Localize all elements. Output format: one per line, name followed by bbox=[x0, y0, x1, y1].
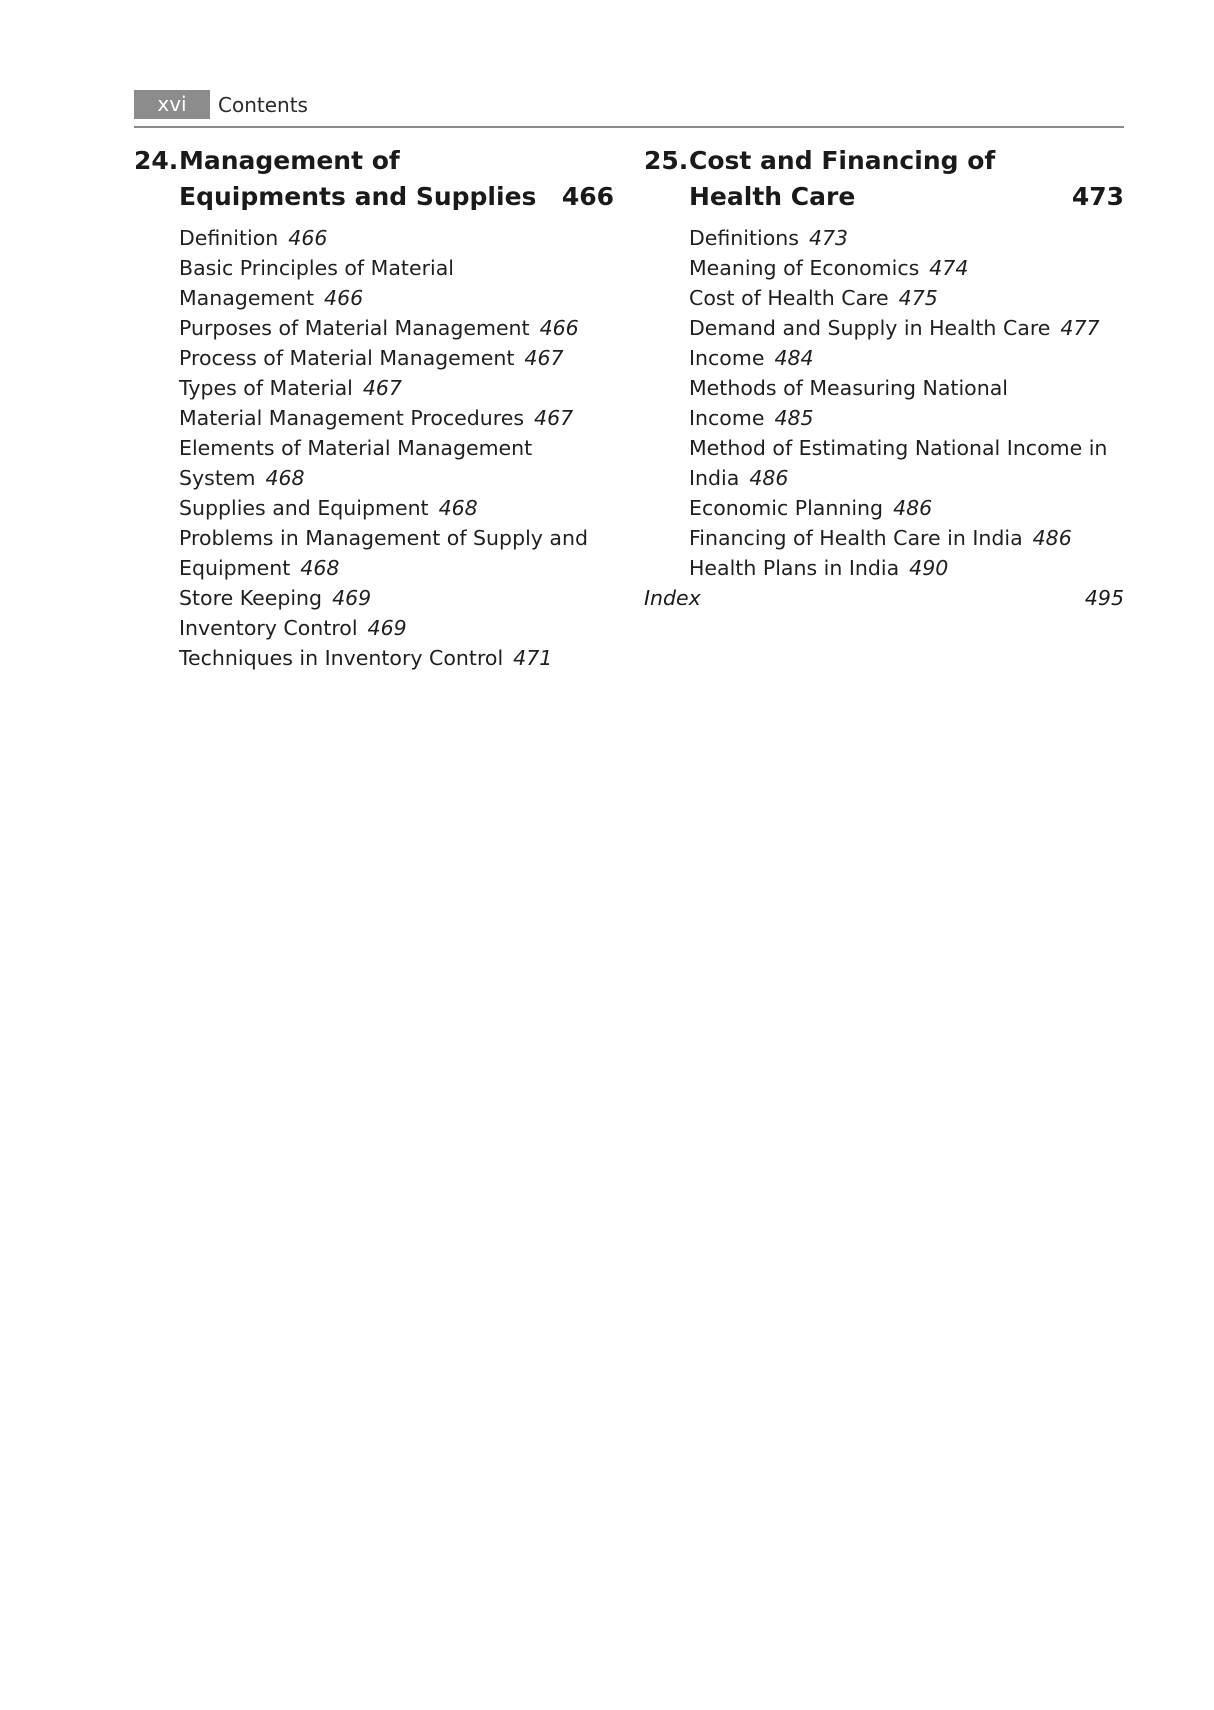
toc-entry-title: Definition bbox=[179, 226, 279, 250]
toc-entry-title: Cost of Health Care bbox=[689, 286, 889, 310]
toc-entry[interactable] bbox=[179, 493, 614, 523]
toc-entry-page: 466 bbox=[324, 286, 364, 310]
toc-entry-page: 475 bbox=[898, 286, 938, 310]
toc-entry-list bbox=[134, 223, 614, 673]
toc-entry-title: Meaning of Economics bbox=[689, 256, 920, 280]
toc-entry[interactable] bbox=[689, 223, 1124, 253]
toc-entry-title: Basic Principles of Material Management bbox=[179, 256, 454, 310]
chapter-page: 466 bbox=[561, 182, 614, 211]
toc-entry[interactable] bbox=[689, 523, 1124, 553]
chapter-number: 24. bbox=[134, 146, 179, 175]
toc-entry-page: 471 bbox=[513, 646, 553, 670]
chapter-heading[interactable] bbox=[644, 143, 1124, 215]
toc-entry[interactable] bbox=[689, 253, 1124, 283]
index-entry[interactable] bbox=[644, 583, 1124, 613]
toc-entry-page: 469 bbox=[367, 616, 407, 640]
toc-entry-title: Definitions bbox=[689, 226, 799, 250]
toc-entry-title: Types of Material bbox=[179, 376, 353, 400]
toc-column-left bbox=[134, 143, 614, 673]
toc-entry-title: Demand and Supply in Health Care bbox=[689, 316, 1051, 340]
toc-entry-title: Health Plans in India bbox=[689, 556, 900, 580]
chapter-heading[interactable] bbox=[134, 143, 614, 215]
toc-entry-title: Financing of Health Care in India bbox=[689, 526, 1023, 550]
toc-entry-title: Method of Estimating National Income in India bbox=[689, 436, 1108, 490]
toc-entry-title: Supplies and Equipment bbox=[179, 496, 429, 520]
toc-entry[interactable] bbox=[689, 283, 1124, 313]
toc-entry-page: 468 bbox=[300, 556, 340, 580]
toc-entry[interactable] bbox=[179, 643, 614, 673]
toc-entry-title: Economic Planning bbox=[689, 496, 884, 520]
toc-entry-page: 467 bbox=[534, 406, 574, 430]
chapter-number: 25. bbox=[644, 146, 689, 175]
chapter-title: Cost and Financing of Health Care bbox=[689, 146, 996, 211]
toc-entry[interactable] bbox=[179, 373, 614, 403]
toc-entry-title: Methods of Measuring National Income bbox=[689, 376, 1008, 430]
toc-entry-title: Elements of Material Management System bbox=[179, 436, 533, 490]
toc-entry-page: 467 bbox=[524, 346, 564, 370]
page-header bbox=[134, 90, 1124, 128]
running-head: Contents bbox=[218, 93, 308, 117]
toc-entry[interactable] bbox=[179, 523, 614, 583]
toc-entry[interactable] bbox=[179, 613, 614, 643]
toc-entry-page: 468 bbox=[265, 466, 305, 490]
page-number-badge: xvi bbox=[134, 90, 210, 119]
toc-entry[interactable] bbox=[179, 583, 614, 613]
toc-entry-title: Store Keeping bbox=[179, 586, 323, 610]
toc-entry-page: 468 bbox=[438, 496, 478, 520]
toc-entry[interactable] bbox=[179, 313, 614, 343]
index-page: 495 bbox=[1084, 586, 1124, 610]
toc-entry[interactable] bbox=[179, 223, 614, 253]
toc-entry-page: 484 bbox=[774, 346, 814, 370]
toc-entry[interactable] bbox=[179, 433, 614, 493]
toc-entry-page: 474 bbox=[929, 256, 969, 280]
toc-entry-page: 466 bbox=[288, 226, 328, 250]
toc-entry-page: 466 bbox=[539, 316, 579, 340]
toc-entry[interactable] bbox=[689, 343, 1124, 373]
chapter-title: Management of Equipments and Supplies bbox=[179, 146, 537, 211]
toc-entry[interactable] bbox=[689, 553, 1124, 583]
toc-entry[interactable] bbox=[689, 313, 1124, 343]
toc-entry-page: 485 bbox=[774, 406, 814, 430]
toc-entry-title: Problems in Management of Supply and Equipment bbox=[179, 526, 588, 580]
toc-entry-title: Purposes of Material Management bbox=[179, 316, 530, 340]
toc-entry-page: 490 bbox=[909, 556, 949, 580]
toc-entry-page: 486 bbox=[1032, 526, 1072, 550]
toc-entry-list bbox=[644, 223, 1124, 583]
toc-entry-page: 473 bbox=[808, 226, 849, 250]
toc-entry-page: 469 bbox=[332, 586, 372, 610]
toc-entry[interactable] bbox=[689, 373, 1124, 433]
toc-entry[interactable] bbox=[179, 253, 614, 313]
toc-entry[interactable] bbox=[689, 493, 1124, 523]
index-label: Index bbox=[644, 586, 701, 610]
toc-entry-page: 486 bbox=[893, 496, 933, 520]
toc-entry[interactable] bbox=[179, 343, 614, 373]
toc-entry[interactable] bbox=[689, 433, 1124, 493]
toc-entry-title: Process of Material Management bbox=[179, 346, 515, 370]
toc-entry-page: 467 bbox=[362, 376, 402, 400]
toc-entry-title: Income bbox=[689, 346, 765, 370]
toc-entry-title: Inventory Control bbox=[179, 616, 358, 640]
toc-entry-title: Material Management Procedures bbox=[179, 406, 525, 430]
toc-entry-page: 486 bbox=[749, 466, 789, 490]
toc-column-right bbox=[644, 143, 1124, 613]
toc-entry-page: 477 bbox=[1060, 316, 1100, 340]
toc-entry-title: Techniques in Inventory Control bbox=[179, 646, 504, 670]
toc-entry[interactable] bbox=[179, 403, 614, 433]
chapter-page: 473 bbox=[1071, 182, 1124, 211]
